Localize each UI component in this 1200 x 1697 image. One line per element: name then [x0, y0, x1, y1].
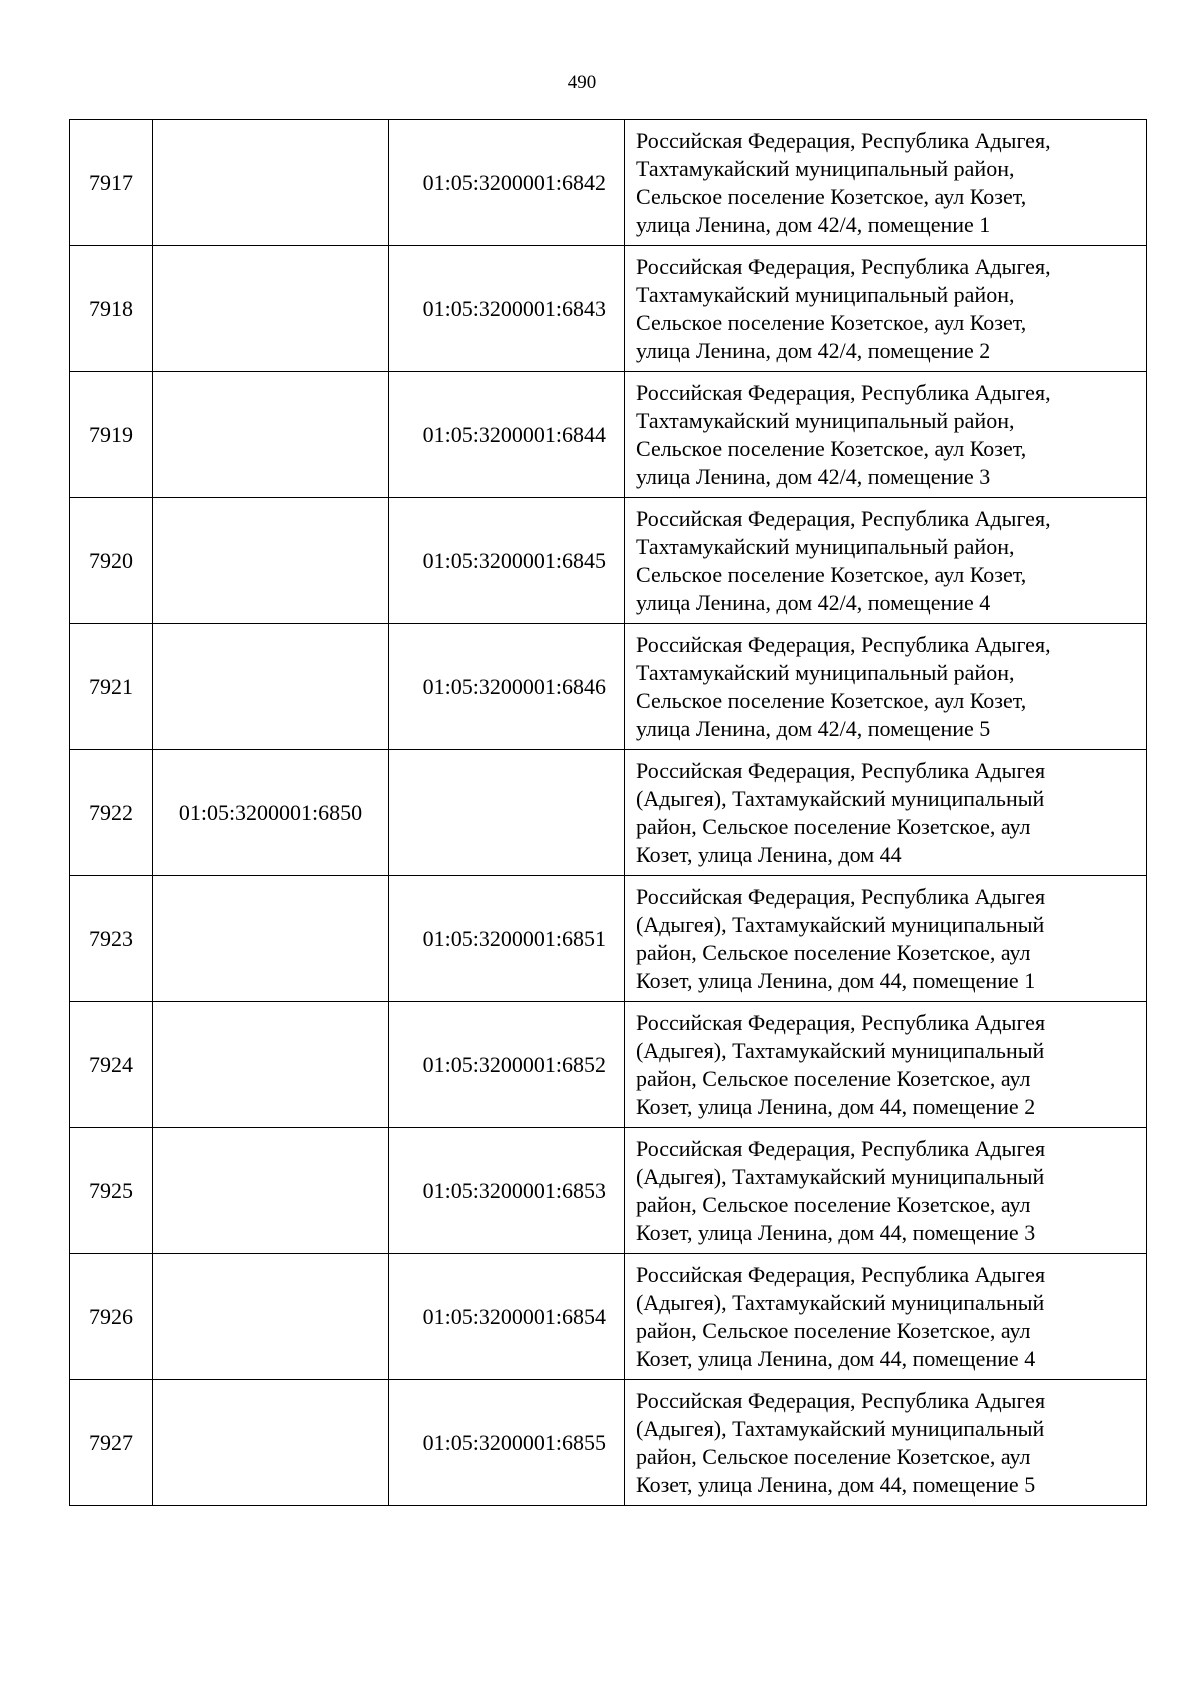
- address-line: район, Сельское поселение Козетское, аул: [636, 1191, 1031, 1217]
- address-line: Тахтамукайский муниципальный район,: [636, 533, 1015, 559]
- table-row: [70, 624, 1147, 750]
- row-number-cell: 7920: [70, 498, 153, 624]
- table-row: [70, 498, 1147, 624]
- address-line: улица Ленина, дом 42/4, помещение 2: [636, 337, 991, 363]
- address-cell: [625, 876, 1147, 1002]
- address-line: Козет, улица Ленина, дом 44, помещение 5: [636, 1471, 1036, 1497]
- parcel-number-cell: [153, 498, 389, 624]
- building-number-cell: 01:05:3200001:6851: [389, 876, 625, 1002]
- building-number-cell: 01:05:3200001:6846: [389, 624, 625, 750]
- address-cell: [625, 1002, 1147, 1128]
- address-line: Российская Федерация, Республика Адыгея,: [636, 379, 1051, 405]
- address-line: район, Сельское поселение Козетское, аул: [636, 813, 1031, 839]
- building-number-cell: 01:05:3200001:6844: [389, 372, 625, 498]
- address-line: район, Сельское поселение Козетское, аул: [636, 1443, 1031, 1469]
- row-number-cell: 7925: [70, 1128, 153, 1254]
- address-line: (Адыгея), Тахтамукайский муниципальный: [636, 1037, 1045, 1063]
- address-line: (Адыгея), Тахтамукайский муниципальный: [636, 1289, 1045, 1315]
- building-number-cell: 01:05:3200001:6853: [389, 1128, 625, 1254]
- table-row: [70, 1254, 1147, 1380]
- building-number-cell: 01:05:3200001:6855: [389, 1380, 625, 1506]
- address-line: (Адыгея), Тахтамукайский муниципальный: [636, 1415, 1045, 1441]
- row-number-cell: 7918: [70, 246, 153, 372]
- parcel-number-cell: 01:05:3200001:6850: [153, 750, 389, 876]
- address-cell: [625, 120, 1147, 246]
- address-line: район, Сельское поселение Козетское, аул: [636, 1317, 1031, 1343]
- address-cell: [625, 372, 1147, 498]
- address-line: Российская Федерация, Республика Адыгея: [636, 757, 1046, 783]
- address-line: Тахтамукайский муниципальный район,: [636, 407, 1015, 433]
- table-row: [70, 1002, 1147, 1128]
- table-row: [70, 120, 1147, 246]
- address-cell: [625, 1380, 1147, 1506]
- address-line: Сельское поселение Козетское, аул Козет,: [636, 687, 1027, 713]
- row-number-cell: 7917: [70, 120, 153, 246]
- row-number-cell: 7921: [70, 624, 153, 750]
- address-cell: [625, 246, 1147, 372]
- row-number-cell: 7919: [70, 372, 153, 498]
- address-line: Тахтамукайский муниципальный район,: [636, 155, 1015, 181]
- address-line: район, Сельское поселение Козетское, аул: [636, 939, 1031, 965]
- address-line: Российская Федерация, Республика Адыгея,: [636, 631, 1051, 657]
- address-line: Козет, улица Ленина, дом 44, помещение 1: [636, 967, 1036, 993]
- address-cell: [625, 498, 1147, 624]
- address-line: Сельское поселение Козетское, аул Козет,: [636, 435, 1027, 461]
- row-number-cell: 7922: [70, 750, 153, 876]
- address-line: Сельское поселение Козетское, аул Козет,: [636, 183, 1027, 209]
- address-line: Российская Федерация, Республика Адыгея: [636, 1387, 1046, 1413]
- address-line: Козет, улица Ленина, дом 44, помещение 3: [636, 1219, 1036, 1245]
- address-line: Российская Федерация, Республика Адыгея: [636, 1135, 1046, 1161]
- address-line: улица Ленина, дом 42/4, помещение 3: [636, 463, 991, 489]
- parcel-number-cell: [153, 1002, 389, 1128]
- address-line: улица Ленина, дом 42/4, помещение 4: [636, 589, 991, 615]
- table-row: [70, 876, 1147, 1002]
- table-row: [70, 372, 1147, 498]
- row-number-cell: 7923: [70, 876, 153, 1002]
- parcel-number-cell: [153, 246, 389, 372]
- address-line: (Адыгея), Тахтамукайский муниципальный: [636, 785, 1045, 811]
- address-cell: [625, 1128, 1147, 1254]
- address-line: Тахтамукайский муниципальный район,: [636, 659, 1015, 685]
- parcel-number-cell: [153, 876, 389, 1002]
- parcel-number-cell: [153, 1128, 389, 1254]
- parcel-number-cell: [153, 624, 389, 750]
- row-number-cell: 7927: [70, 1380, 153, 1506]
- address-cell: [625, 624, 1147, 750]
- parcel-number-cell: [153, 1380, 389, 1506]
- row-number-cell: 7926: [70, 1254, 153, 1380]
- address-line: Российская Федерация, Республика Адыгея,: [636, 505, 1051, 531]
- address-line: Российская Федерация, Республика Адыгея: [636, 1009, 1046, 1035]
- address-line: (Адыгея), Тахтамукайский муниципальный: [636, 911, 1045, 937]
- parcel-number-cell: [153, 120, 389, 246]
- address-cell: [625, 1254, 1147, 1380]
- address-line: Козет, улица Ленина, дом 44: [636, 841, 902, 867]
- address-line: Российская Федерация, Республика Адыгея,: [636, 253, 1051, 279]
- address-line: Сельское поселение Козетское, аул Козет,: [636, 309, 1027, 335]
- address-line: Российская Федерация, Республика Адыгея: [636, 883, 1046, 909]
- registry-table: [69, 119, 1147, 1506]
- address-line: Тахтамукайский муниципальный район,: [636, 281, 1015, 307]
- address-line: улица Ленина, дом 42/4, помещение 1: [636, 211, 991, 237]
- address-line: Сельское поселение Козетское, аул Козет,: [636, 561, 1027, 587]
- address-cell: [625, 750, 1147, 876]
- table-row: [70, 750, 1147, 876]
- address-line: (Адыгея), Тахтамукайский муниципальный: [636, 1163, 1045, 1189]
- building-number-cell: 01:05:3200001:6854: [389, 1254, 625, 1380]
- table-row: [70, 1380, 1147, 1506]
- building-number-cell: 01:05:3200001:6843: [389, 246, 625, 372]
- address-line: Российская Федерация, Республика Адыгея,: [636, 127, 1051, 153]
- table-row: [70, 246, 1147, 372]
- building-number-cell: 01:05:3200001:6842: [389, 120, 625, 246]
- address-line: Козет, улица Ленина, дом 44, помещение 4: [636, 1345, 1036, 1371]
- parcel-number-cell: [153, 372, 389, 498]
- building-number-cell: 01:05:3200001:6845: [389, 498, 625, 624]
- address-line: район, Сельское поселение Козетское, аул: [636, 1065, 1031, 1091]
- table-row: [70, 1128, 1147, 1254]
- address-line: улица Ленина, дом 42/4, помещение 5: [636, 715, 991, 741]
- address-line: Российская Федерация, Республика Адыгея: [636, 1261, 1046, 1287]
- page-number: 490: [567, 72, 597, 93]
- building-number-cell: [389, 750, 625, 876]
- parcel-number-cell: [153, 1254, 389, 1380]
- registry-table-body: [70, 120, 1147, 1506]
- building-number-cell: 01:05:3200001:6852: [389, 1002, 625, 1128]
- row-number-cell: 7924: [70, 1002, 153, 1128]
- address-line: Козет, улица Ленина, дом 44, помещение 2: [636, 1093, 1036, 1119]
